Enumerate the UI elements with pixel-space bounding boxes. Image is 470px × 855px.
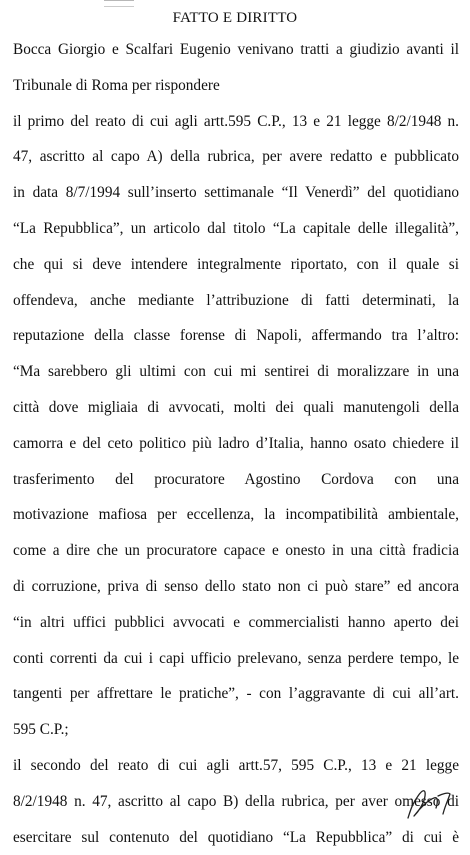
document-heading: FATTO E DIRITTO: [172, 10, 298, 26]
text-line: trasferimento del procuratore Agostino Cordova con una: [13, 470, 459, 488]
text-line: motivazione mafiosa per eccellenza, la incompatibilità ambientale,: [13, 506, 459, 524]
scan-artifact: [104, 0, 134, 7]
text-line: il primo del reato di cui agli artt.595 C.P., 13 e 21 legge 8/2/1948 n.: [13, 112, 459, 130]
handwritten-initials-signature: [398, 782, 458, 822]
text-line: Bocca Giorgio e Scalfari Eugenio venivano tratti a giudizio avanti il: [13, 41, 459, 58]
text-line: città dove migliaia di avvocati, molti dei quali manutengoli della: [13, 398, 459, 416]
text-line: tangenti per affrettare le pratiche”, - con l’aggravante di cui all’art.: [13, 685, 459, 703]
document-body: [13, 32, 459, 855]
text-line: offendeva, anche mediante l’attribuzione di fatti determinati, la: [13, 291, 459, 309]
text-line: 8/2/1948 n. 47, ascritto al capo B) della rubrica, per aver omesso di: [13, 792, 459, 810]
text-line: esercitare sul contenuto del quotidiano “La Repubblica” di cui è: [13, 828, 459, 846]
text-line: “in altri uffici pubblici avvocati e commercialisti hanno aperto dei: [13, 613, 459, 631]
text-line: come a dire che un procuratore capace e onesto in una città fradicia: [13, 542, 459, 560]
text-line: “La Repubblica”, un articolo dal titolo “La capitale delle illegalità”,: [13, 219, 459, 237]
text-line: reputazione della classe forense di Napoli, affermando tra l’altro:: [13, 327, 459, 345]
text-line: “Ma sarebbero gli ultimi con cui mi sentirei di moralizzare in una: [13, 363, 459, 381]
text-line: Tribunale di Roma per rispondere: [13, 76, 220, 94]
text-line: che qui si deve intendere integralmente riportato, con il quale si: [13, 255, 459, 273]
text-line: il secondo del reato di cui agli artt.57, 595 C.P., 13 e 21 legge: [13, 756, 459, 774]
text-line: 595 C.P.;: [13, 721, 69, 739]
text-line: di corruzione, priva di senso dello stato non ci può stare” ed ancora: [13, 577, 459, 595]
text-line: camorra e del ceto politico più ladro d’Italia, hanno osato chiedere il: [13, 434, 459, 452]
text-line: 47, ascritto al capo A) della rubrica, per avere redatto e pubblicato: [13, 148, 459, 166]
text-line: in data 8/7/1994 sull’inserto settimanale “Il Venerdì” del quotidiano: [13, 184, 459, 202]
text-line: conti correnti da cui i capi ufficio prelevano, senza perdere tempo, le: [13, 649, 459, 667]
